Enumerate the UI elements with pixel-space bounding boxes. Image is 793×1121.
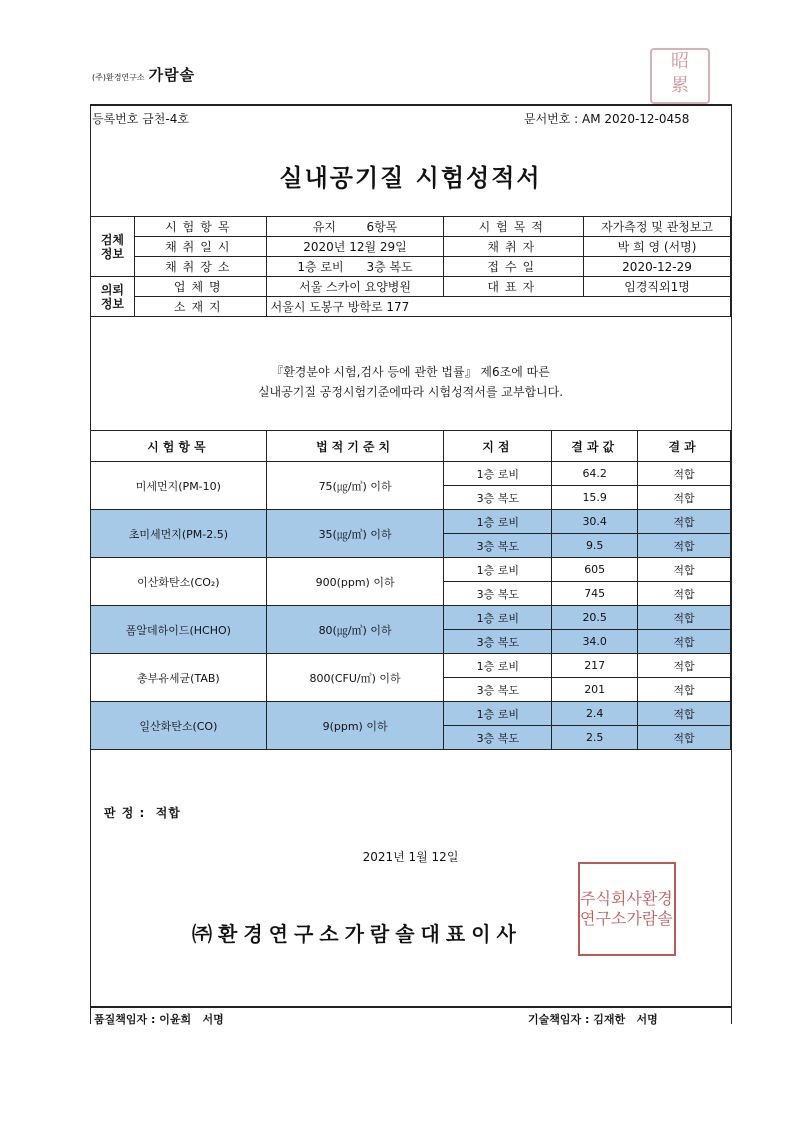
col-header-value: 결과값 bbox=[552, 431, 638, 462]
sampling-place-value: 1층 로비 3층 복도 bbox=[266, 257, 444, 277]
address-value: 서울시 도봉구 방학로 177 bbox=[266, 297, 730, 317]
table-row bbox=[91, 702, 731, 726]
point-location: 1층 로비 bbox=[444, 606, 552, 630]
point-location: 3층 복도 bbox=[444, 726, 552, 750]
test-item-value: 유지 6항목 bbox=[266, 217, 444, 237]
point-value: 2.4 bbox=[552, 702, 638, 726]
table-row bbox=[91, 462, 731, 486]
item-name: 이산화탄소(CO₂) bbox=[91, 558, 267, 606]
point-value: 2.5 bbox=[552, 726, 638, 750]
business-label: 업체명 bbox=[134, 277, 266, 297]
results-table bbox=[90, 430, 731, 750]
table-row bbox=[91, 606, 731, 630]
address-label: 소재지 bbox=[134, 297, 266, 317]
point-location: 1층 로비 bbox=[444, 558, 552, 582]
company-seal-icon: 주식회사환경연구소가람솔 bbox=[578, 862, 676, 956]
purpose-label: 시험목적 bbox=[444, 217, 584, 237]
point-location: 1층 로비 bbox=[444, 702, 552, 726]
issue-date: 2021년 1월 12일 bbox=[362, 850, 459, 864]
point-location: 3층 복도 bbox=[444, 486, 552, 510]
info-table bbox=[90, 216, 731, 317]
point-result: 적합 bbox=[638, 534, 731, 558]
quality-manager: 품질책임자 : 이윤희 서명 bbox=[94, 1013, 224, 1026]
point-result: 적합 bbox=[638, 558, 731, 582]
item-standard: 900(ppm) 이하 bbox=[266, 558, 444, 606]
rep-value: 임경직외1명 bbox=[584, 277, 731, 297]
col-header-point: 지점 bbox=[444, 431, 552, 462]
document-number: 문서번호 : AM 2020-12-0458 bbox=[524, 112, 690, 126]
point-result: 적합 bbox=[638, 678, 731, 702]
point-value: 9.5 bbox=[552, 534, 638, 558]
point-value: 201 bbox=[552, 678, 638, 702]
point-value: 605 bbox=[552, 558, 638, 582]
col-header-item: 시험항목 bbox=[91, 431, 267, 462]
results-header-row bbox=[91, 431, 731, 462]
top-rule bbox=[90, 104, 731, 106]
item-standard: 800(CFU/㎥) 이하 bbox=[266, 654, 444, 702]
point-location: 3층 복도 bbox=[444, 582, 552, 606]
point-location: 1층 로비 bbox=[444, 654, 552, 678]
sampling-date-label: 채취일시 bbox=[134, 237, 266, 257]
point-location: 1층 로비 bbox=[444, 510, 552, 534]
org-logo bbox=[92, 64, 195, 85]
sampler-label: 채취자 bbox=[444, 237, 584, 257]
item-name: 일산화탄소(CO) bbox=[91, 702, 267, 750]
point-location: 3층 복도 bbox=[444, 630, 552, 654]
sampling-date-value: 2020년 12월 29일 bbox=[266, 237, 444, 257]
col-header-standard: 법적기준치 bbox=[266, 431, 444, 462]
point-value: 20.5 bbox=[552, 606, 638, 630]
point-result: 적합 bbox=[638, 606, 731, 630]
point-result: 적합 bbox=[638, 510, 731, 534]
notice-line-2: 실내공기질 공정시험기준에따라 시험성적서를 교부합니다. bbox=[257, 385, 564, 399]
org-small-name: (주)환경연구소 bbox=[92, 73, 145, 82]
item-name: 미세먼지(PM-10) bbox=[91, 462, 267, 510]
point-result: 적합 bbox=[638, 702, 731, 726]
point-result: 적합 bbox=[638, 654, 731, 678]
sample-info-group: 검체 정보 bbox=[91, 217, 135, 277]
point-value: 64.2 bbox=[552, 462, 638, 486]
test-item-label: 시험항목 bbox=[134, 217, 266, 237]
business-value: 서울 스카이 요양병원 bbox=[266, 277, 444, 297]
point-value: 217 bbox=[552, 654, 638, 678]
point-result: 적합 bbox=[638, 726, 731, 750]
notice-line-1: 『환경분야 시험,검사 등에 관한 법률』 제6조에 따른 bbox=[271, 365, 550, 379]
sampler-value: 박 희 영 (서명) bbox=[584, 237, 731, 257]
point-result: 적합 bbox=[638, 462, 731, 486]
notice bbox=[90, 362, 731, 402]
client-info-group: 의뢰 정보 bbox=[91, 277, 135, 317]
item-standard: 75(㎍/㎥) 이하 bbox=[266, 462, 444, 510]
registration-number: 등록번호 금천-4호 bbox=[92, 112, 189, 126]
item-standard: 35(㎍/㎥) 이하 bbox=[266, 510, 444, 558]
point-result: 적합 bbox=[638, 630, 731, 654]
point-result: 적합 bbox=[638, 582, 731, 606]
point-result: 적합 bbox=[638, 486, 731, 510]
item-standard: 80(㎍/㎥) 이하 bbox=[266, 606, 444, 654]
point-location: 3층 복도 bbox=[444, 678, 552, 702]
point-value: 34.0 bbox=[552, 630, 638, 654]
tech-manager: 기술책임자 : 김재한 서명 bbox=[528, 1013, 658, 1026]
point-location: 3층 복도 bbox=[444, 534, 552, 558]
rep-label: 대표자 bbox=[444, 277, 584, 297]
issuer-name: ㈜환경연구소가람솔대표이사 bbox=[192, 922, 522, 946]
item-name: 폼알데하이드(HCHO) bbox=[91, 606, 267, 654]
judgement: 판 정 : 적합 bbox=[104, 806, 181, 820]
top-stamp-icon: 昭 累 bbox=[650, 48, 710, 104]
org-logo-text: 가람솔 bbox=[148, 66, 196, 84]
bottom-rule bbox=[90, 1006, 731, 1008]
point-value: 15.9 bbox=[552, 486, 638, 510]
received-value: 2020-12-29 bbox=[584, 257, 731, 277]
item-name: 총부유세균(TAB) bbox=[91, 654, 267, 702]
table-row bbox=[91, 558, 731, 582]
table-row bbox=[91, 654, 731, 678]
col-header-result: 결과 bbox=[638, 431, 731, 462]
point-value: 30.4 bbox=[552, 510, 638, 534]
item-name: 초미세먼지(PM-2.5) bbox=[91, 510, 267, 558]
purpose-value: 자가측정 및 관청보고 bbox=[584, 217, 731, 237]
document-title: 실내공기질 시험성적서 bbox=[279, 164, 542, 192]
item-standard: 9(ppm) 이하 bbox=[266, 702, 444, 750]
point-location: 1층 로비 bbox=[444, 462, 552, 486]
received-label: 접수일 bbox=[444, 257, 584, 277]
table-row bbox=[91, 510, 731, 534]
sampling-place-label: 채취장소 bbox=[134, 257, 266, 277]
point-value: 745 bbox=[552, 582, 638, 606]
